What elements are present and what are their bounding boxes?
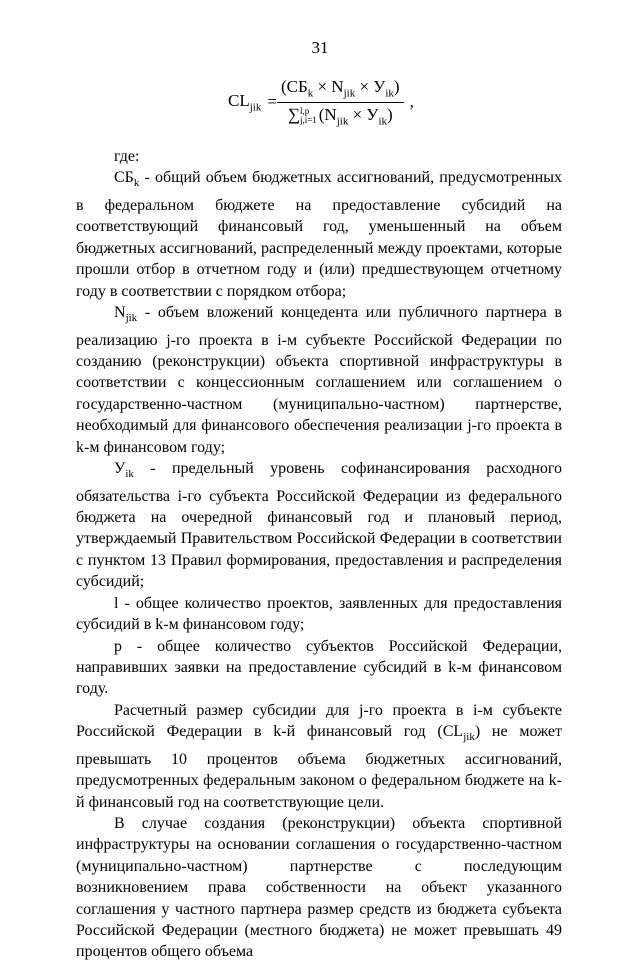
where-label: где: [114, 148, 140, 165]
paragraph-last: В случае создания (реконструкции) объекта спортивной инфраструктуры на основании соглашения о государственно-частном (муниципально-частном) партнерстве с последующим возникновением права собственности на объект указанного соглашения у частного партнера размер средств из бюджета субъекта Российской Федерации (местного бюджета) не может превышать 49 процентов общего объема [76, 814, 562, 961]
paragraph-p: p - общее количество субъектов Российской Федерации, направивших заявки на предоставление субсидий в k-м финансовом году. [76, 637, 562, 698]
page-number: 31 [311, 38, 329, 57]
formula-denominator: ∑ l,p j,i=1 $(N_{jik} \times У_{ik})$ [287, 104, 393, 127]
paragraph-l: l - общее количество проектов, заявленных для предоставления субсидий в k-м финансовом году; [76, 594, 562, 634]
formula-equals: = [267, 92, 277, 111]
paragraph-calc: Расчетный размер субсидии для j-го проекта в i-м субъекте Российской Федерации в k-й финансовый год $(CL_{jik})$ не может превышать 10 процентов объема бюджетных ассигнований, предусмотренных федеральным законом о федеральном бюджете на k-й финансовый год на соответствующие цели. [76, 701, 563, 811]
formula-comma: , [409, 92, 414, 111]
formula-fraction [277, 77, 404, 127]
paragraph-u: $У_{ik}$ - предельный уровень софинансирования расходного обязательства i-го субъекта Российской Федерации из федерального бюджета на очередной финансовый год и плановый период, утверждаемый Правительством Российской Федерации в соответствии с пунктом 13 Правил формирования, предоставления и распределения субсидий; [76, 460, 562, 591]
paragraph-sb: $СБ_k$ - общий объем бюджетных ассигнований, предусмотренных в федеральном бюджете на предоставление субсидий на соответствующий финансовый год, уменьшенный на объем бюджетных ассигнований, распределенный между проектами, которые прошли отбор в отчетном году и (или) предшествующем отчетному году в соответствии с порядком отбора; [76, 169, 562, 300]
formula [228, 72, 414, 132]
formula-numerator: $(СБ_k \times N_{jik} \times У_{ik})$ [277, 77, 404, 102]
paragraph-n: $N_{jik}$ - объем вложений концедента или публичного партнера в реализацию j-го проекта в i-м субъекте Российской Федерации по созданию (реконструкции) объекта спортивной инфраструктуры в соответствии с концессионным соглашением или соглашением о государственно-частном (муниципально-частном) партнерстве, необходимый для финансового обеспечения реализации j-го проекта в k-м финансовом году; [76, 304, 562, 456]
document-body [76, 146, 562, 963]
formula-lhs: $CL_{jik}$ [228, 90, 262, 114]
